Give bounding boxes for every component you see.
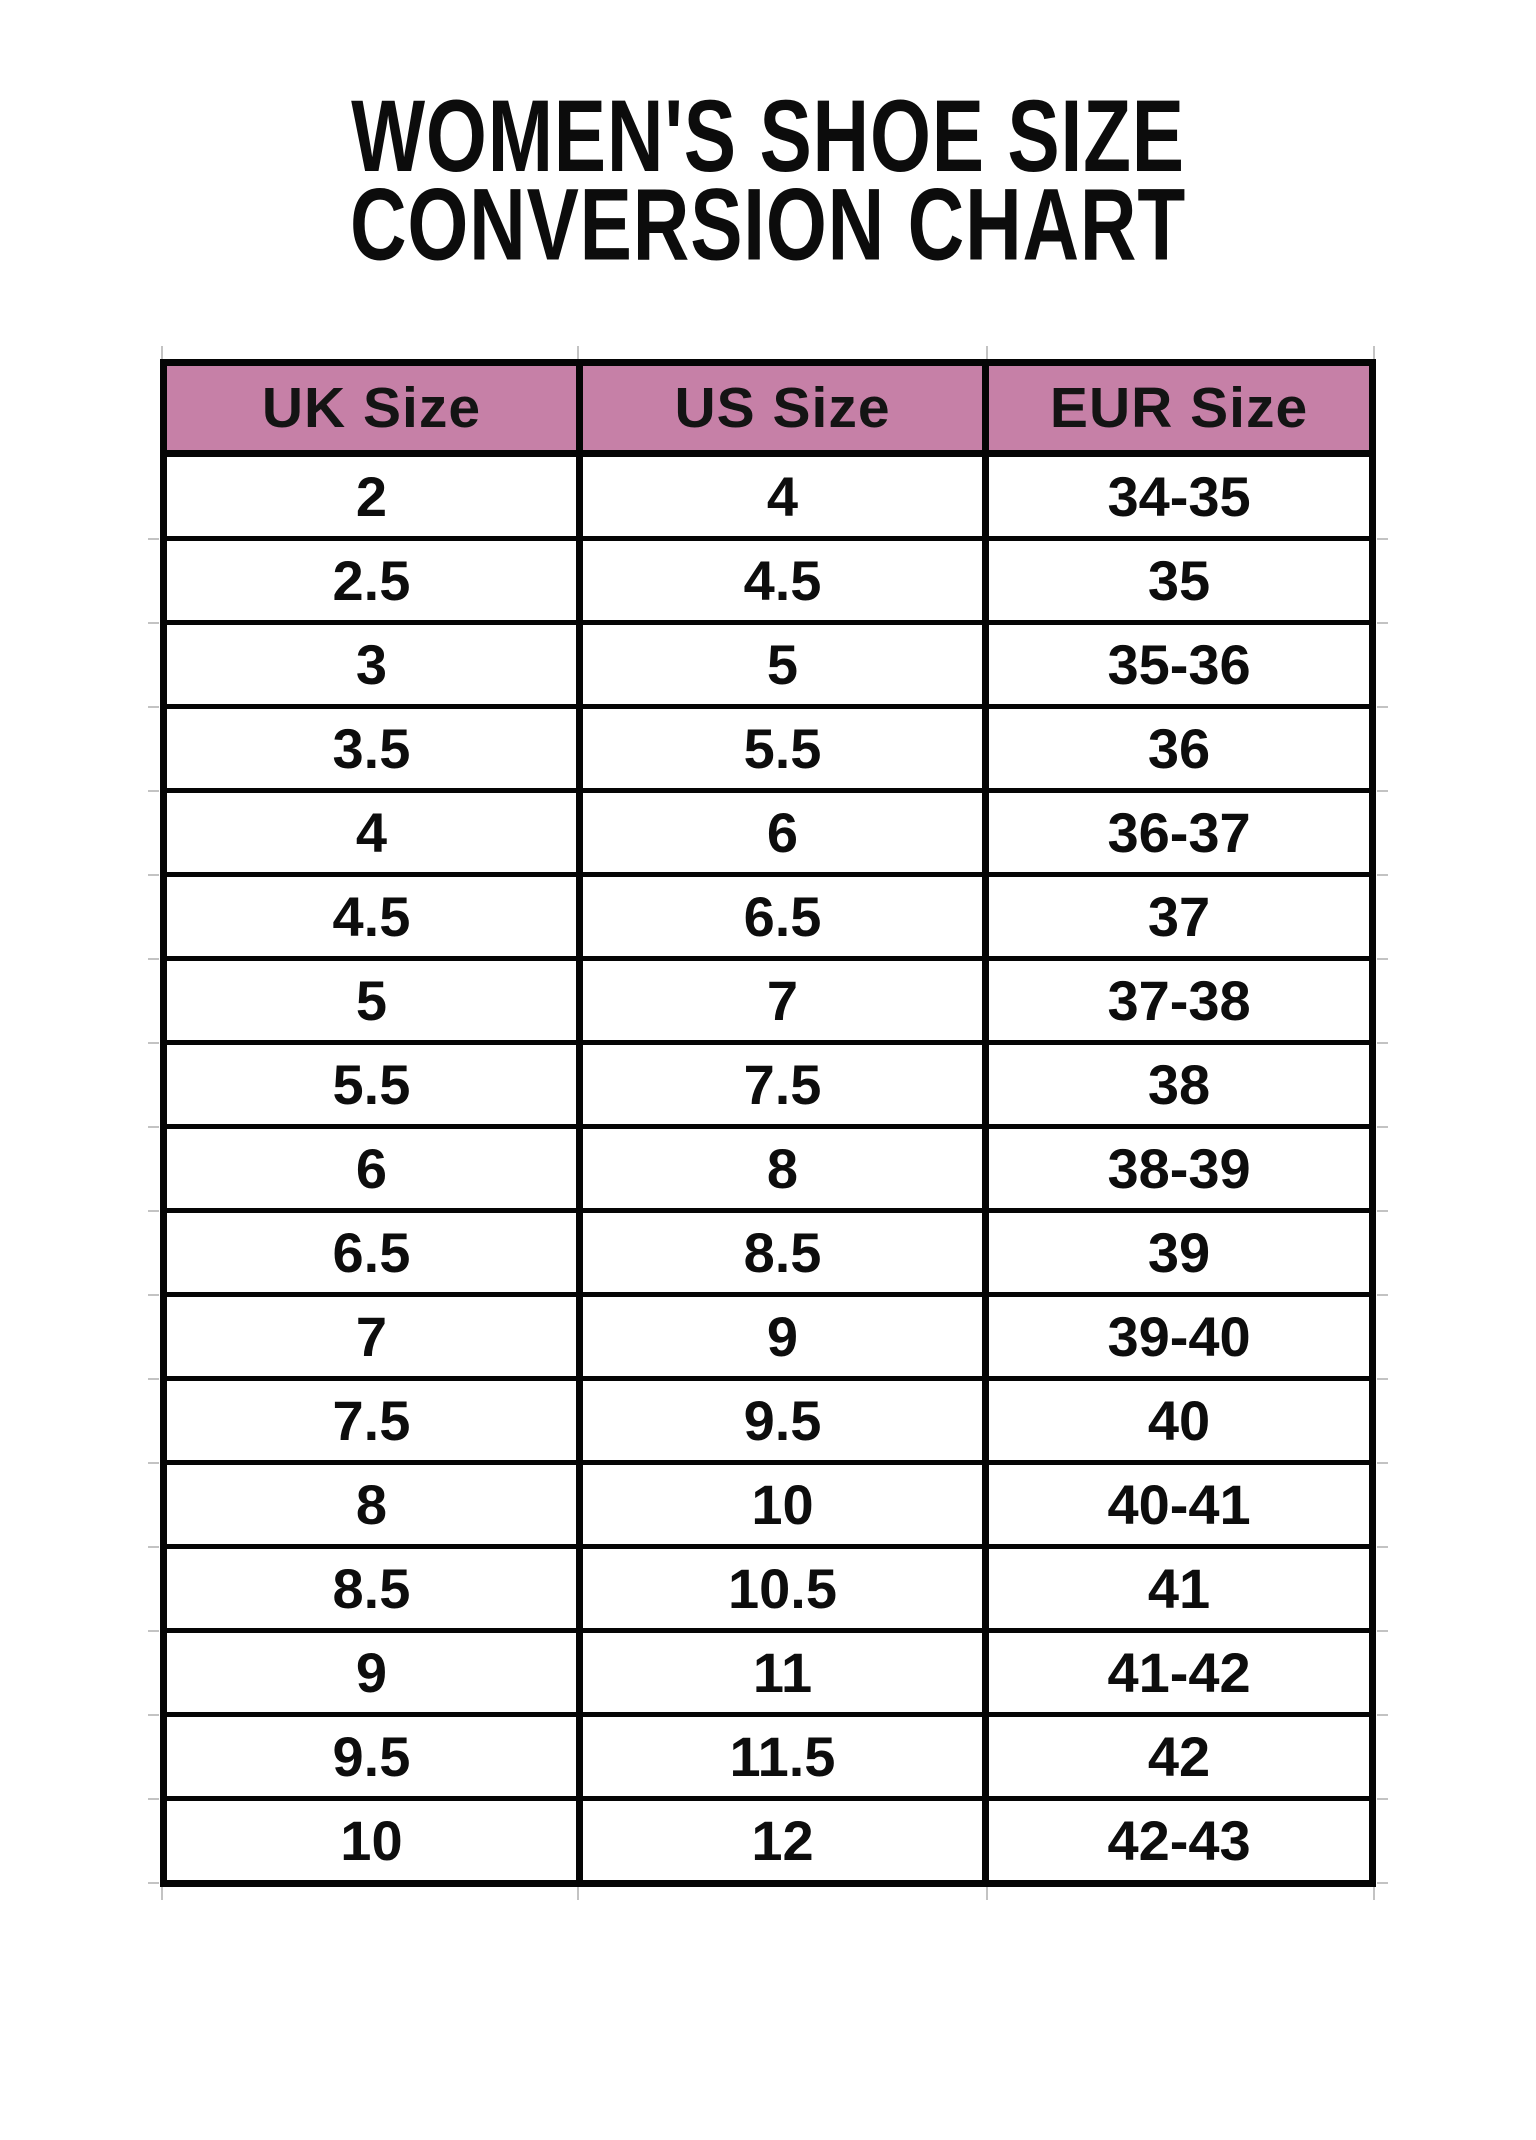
size-cell: 9.5 (579, 1378, 985, 1462)
table-row (164, 1210, 1373, 1294)
size-cell: 36 (986, 706, 1373, 790)
size-cell: 39-40 (986, 1294, 1373, 1378)
size-cell: 41-42 (986, 1630, 1373, 1714)
size-cell: 39 (986, 1210, 1373, 1294)
size-cell: 4.5 (164, 874, 580, 958)
size-cell: 2 (164, 453, 580, 538)
size-cell: 42-43 (986, 1798, 1373, 1883)
size-cell: 37-38 (986, 958, 1373, 1042)
size-cell: 4 (579, 453, 985, 538)
size-cell: 8 (164, 1462, 580, 1546)
size-cell: 38 (986, 1042, 1373, 1126)
gridline-stub (986, 346, 988, 359)
column-header-us-size: US Size (579, 362, 985, 453)
size-cell: 3.5 (164, 706, 580, 790)
shoe-size-conversion-table (160, 359, 1376, 1887)
size-cell: 40 (986, 1378, 1373, 1462)
table-row (164, 1798, 1373, 1883)
table-row (164, 622, 1373, 706)
size-cell: 8.5 (579, 1210, 985, 1294)
size-cell: 40-41 (986, 1462, 1373, 1546)
size-cell: 7 (579, 958, 985, 1042)
gridline-stub (161, 1887, 163, 1900)
size-cell: 9 (579, 1294, 985, 1378)
size-cell: 42 (986, 1714, 1373, 1798)
size-cell: 34-35 (986, 453, 1373, 538)
size-cell: 7.5 (579, 1042, 985, 1126)
gridline-stub (577, 1887, 579, 1900)
table-row (164, 453, 1373, 538)
page-title (154, 78, 1383, 282)
size-cell: 2.5 (164, 538, 580, 622)
page-title-line-2: CONVERSION CHART (349, 167, 1187, 282)
size-cell: 6.5 (579, 874, 985, 958)
size-cell: 35 (986, 538, 1373, 622)
size-cell: 10 (164, 1798, 580, 1883)
column-header-uk-size: UK Size (164, 362, 580, 453)
table-row (164, 1042, 1373, 1126)
table-row (164, 1546, 1373, 1630)
size-cell: 5 (579, 622, 985, 706)
conversion-table-wrap (160, 359, 1376, 1887)
size-cell: 41 (986, 1546, 1373, 1630)
gridline-stub (986, 1887, 988, 1900)
size-cell: 10.5 (579, 1546, 985, 1630)
page (0, 78, 1536, 2140)
gridline-stub (1373, 1887, 1375, 1900)
size-cell: 38-39 (986, 1126, 1373, 1210)
table-row (164, 1714, 1373, 1798)
size-cell: 35-36 (986, 622, 1373, 706)
table-body (164, 453, 1373, 1883)
table-row (164, 1462, 1373, 1546)
size-cell: 3 (164, 622, 580, 706)
size-cell: 9.5 (164, 1714, 580, 1798)
size-cell: 36-37 (986, 790, 1373, 874)
size-cell: 6 (164, 1126, 580, 1210)
size-cell: 9 (164, 1630, 580, 1714)
page-title-line-1: WOMEN'S SHOE SIZE (351, 78, 1185, 193)
gridline-stub (577, 346, 579, 359)
size-cell: 4 (164, 790, 580, 874)
table-row (164, 958, 1373, 1042)
table-row (164, 538, 1373, 622)
size-cell: 5.5 (579, 706, 985, 790)
size-cell: 37 (986, 874, 1373, 958)
size-cell: 10 (579, 1462, 985, 1546)
size-cell: 6 (579, 790, 985, 874)
table-row (164, 1126, 1373, 1210)
size-cell: 5 (164, 958, 580, 1042)
size-cell: 8 (579, 1126, 985, 1210)
table-row (164, 1630, 1373, 1714)
size-cell: 5.5 (164, 1042, 580, 1126)
size-cell: 12 (579, 1798, 985, 1883)
header-row (164, 362, 1373, 453)
table-row (164, 1294, 1373, 1378)
size-cell: 4.5 (579, 538, 985, 622)
gridline-stub (1373, 346, 1375, 359)
table-row (164, 706, 1373, 790)
size-cell: 8.5 (164, 1546, 580, 1630)
size-cell: 7 (164, 1294, 580, 1378)
size-cell: 11 (579, 1630, 985, 1714)
column-header-eur-size: EUR Size (986, 362, 1373, 453)
size-cell: 11.5 (579, 1714, 985, 1798)
size-cell: 7.5 (164, 1378, 580, 1462)
table-row (164, 1378, 1373, 1462)
gridline-stub (161, 346, 163, 359)
table-row (164, 874, 1373, 958)
table-row (164, 790, 1373, 874)
size-cell: 6.5 (164, 1210, 580, 1294)
